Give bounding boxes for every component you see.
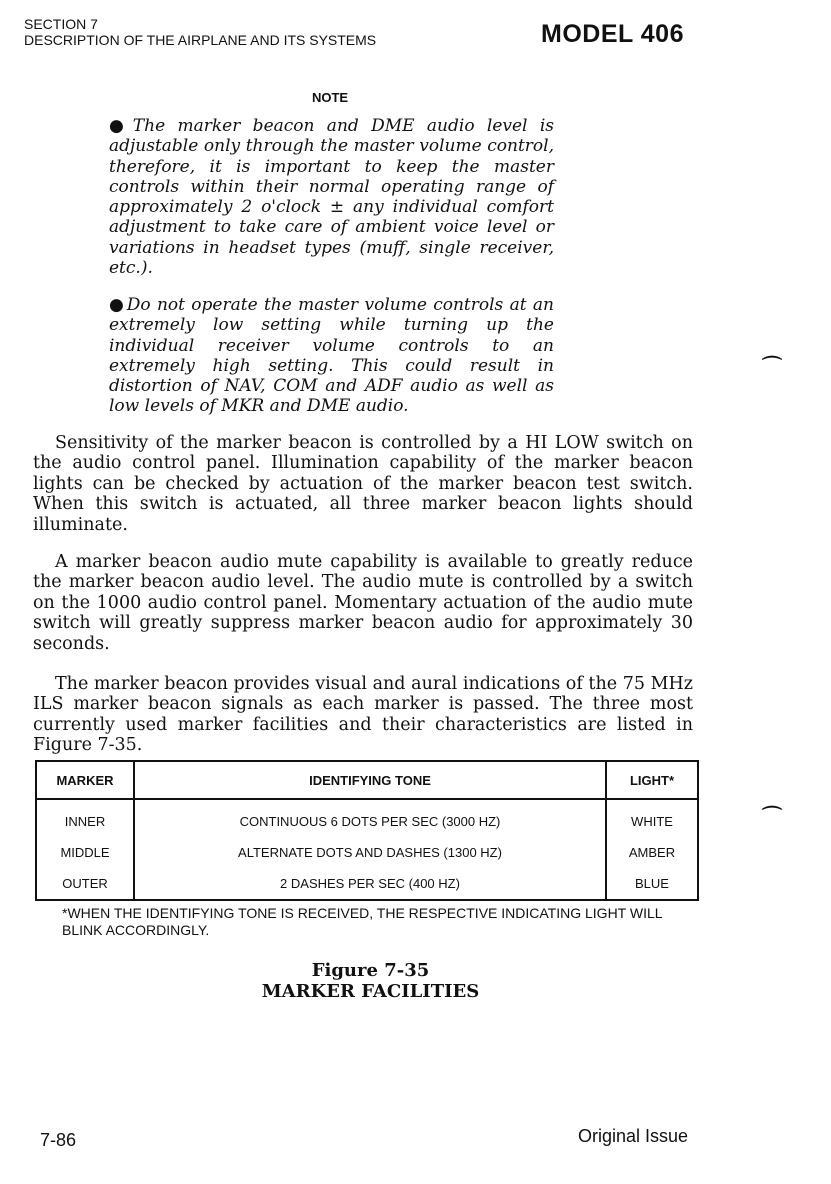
section-description: DESCRIPTION OF THE AIRPLANE AND ITS SYSTEMS (24, 32, 377, 48)
column-header-tone: IDENTIFYING TONE (134, 761, 606, 799)
paragraph-text: A marker beacon audio mute capability is available to greatly reduce the marker beacon audio level. The audio mute is controlled by a switch on the 1000 audio control panel. Momentary actuation of the audio mute switch will greatly suppress marker beacon audio for approximately 30 seconds. (33, 552, 693, 654)
note-item (109, 295, 554, 417)
paragraph (33, 552, 693, 654)
table-footnote: *WHEN THE IDENTIFYING TONE IS RECEIVED, THE RESPECTIVE INDICATING LIGHT WILL BLINK ACCORDINGLY. (62, 905, 663, 938)
bullet-icon: ● (109, 295, 125, 315)
cell-marker: MIDDLE (36, 837, 134, 868)
paragraph (33, 433, 693, 535)
cell-tone: ALTERNATE DOTS AND DASHES (1300 HZ) (134, 837, 606, 868)
note-item-text: Do not operate the master volume controls at an extremely low setting while turning up the individual receiver volume controls to an extremely high setting. This could result in distortion of NAV, COM and ADF audio as well as low levels of MKR and DME audio. (109, 295, 554, 417)
cell-tone: CONTINUOUS 6 DOTS PER SEC (3000 HZ) (134, 799, 606, 837)
paragraph-text: Sensitivity of the marker beacon is controlled by a HI LOW switch on the audio control panel. Illumination capability of the marker beacon lights can be checked by actuation of the marker beacon test switch. When this switch is actuated, all three marker beacon lights should illuminate. (33, 433, 693, 535)
figure-caption (0, 960, 741, 1002)
cell-light: WHITE (606, 799, 698, 837)
bullet-icon: ● (109, 116, 131, 136)
table-header-row (36, 761, 698, 799)
cell-marker: OUTER (36, 868, 134, 900)
paragraph (33, 674, 693, 756)
issue-label: Original Issue (578, 1126, 689, 1146)
cell-light: BLUE (606, 868, 698, 900)
page-number: 7-86 (40, 1130, 77, 1150)
marker-facilities-table (35, 760, 699, 901)
column-header-light: LIGHT* (606, 761, 698, 799)
table-row (36, 868, 698, 900)
revision-bar-icon: ⌒ (762, 354, 782, 378)
cell-light: AMBER (606, 837, 698, 868)
paragraph-text: The marker beacon provides visual and aural indications of the 75 MHz ILS marker beacon signals as each marker is passed. The three most currently used marker facilities and their characteristics are listed in Figure 7-35. (33, 674, 693, 756)
section-header (24, 16, 376, 48)
figure-title: MARKER FACILITIES (261, 981, 480, 1002)
figure-number: Figure 7-35 (311, 960, 430, 981)
cell-marker: INNER (36, 799, 134, 837)
cell-tone: 2 DASHES PER SEC (400 HZ) (134, 868, 606, 900)
revision-bar-icon: ⌒ (762, 804, 782, 828)
model-title: MODEL 406 (541, 20, 684, 48)
note-item (109, 116, 554, 278)
table-row (36, 799, 698, 837)
table-row (36, 837, 698, 868)
column-header-marker: MARKER (36, 761, 134, 799)
note-title: NOTE (311, 90, 349, 105)
section-number: SECTION 7 (24, 16, 98, 32)
note-item-text: The marker beacon and DME audio level is adjustable only through the master volume control, therefore, it is important to keep the master controls within their normal operating range of approximately 2 o'clock ± any individual comfort adjustment to take care of ambient voice level or variations in headset types (muff, single receiver, etc.). (109, 116, 554, 279)
